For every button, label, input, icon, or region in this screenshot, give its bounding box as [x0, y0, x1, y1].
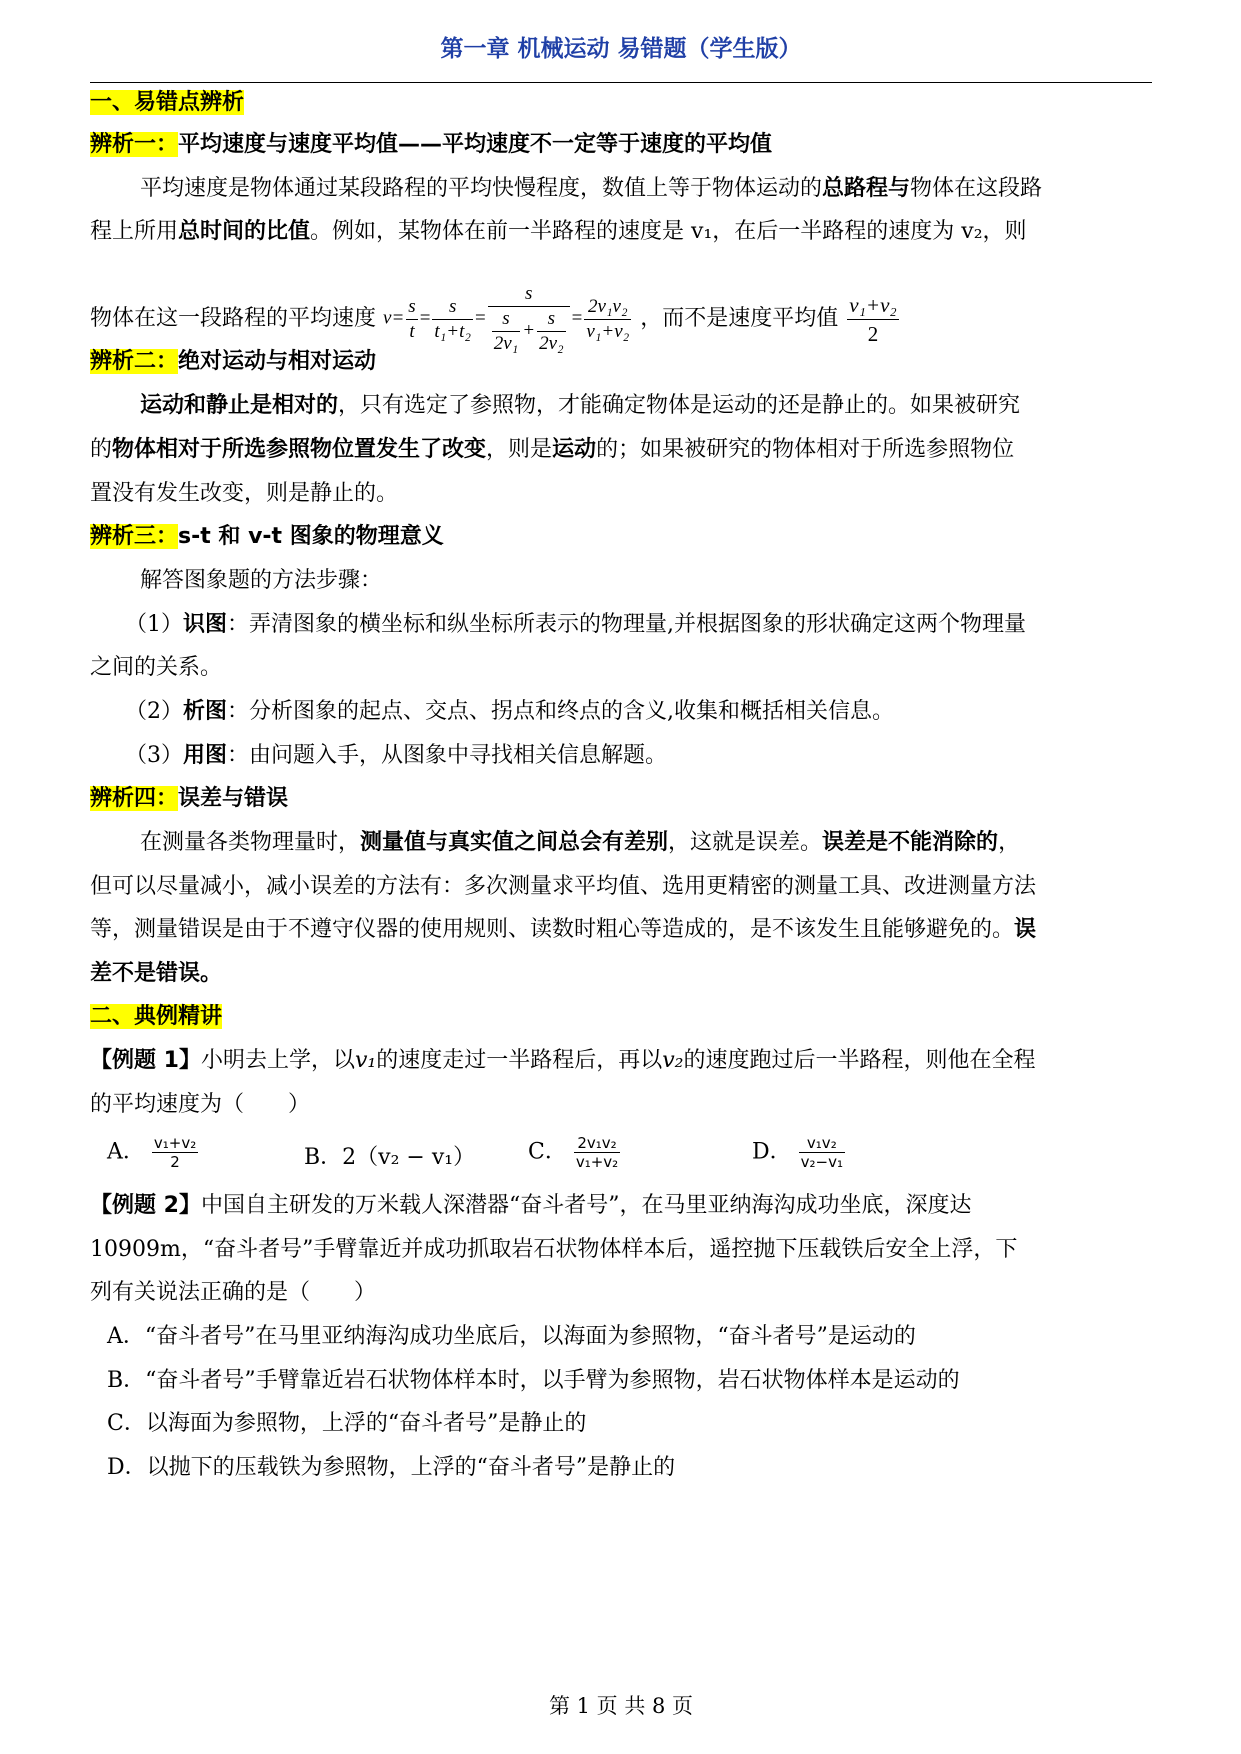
example-2-line-1: 【例题 2】中国自主研发的万米载人深潜器“奋斗者号”，在马里亚纳海沟成功坐底，深度达 [90, 1193, 972, 1218]
analysis-1-formula-line: 物体在这一段路程的平均速度 v= $\frac{s}{t}$ = $\frac{s}{\text{t₁+t₂}}$ = s $\frac{s}{\text{2v₁}}$ + $\frac{s}{\text{2v₂}}$ = $\frac{\text{2v₁v₂}}{\text{v₁+v₂}}$ ，而不是速度平均值 $\frac{\text{v₁+v₂}}{2}$ [90, 283, 897, 354]
analysis-2-heading: 辨析二：绝对运动与相对运动 [90, 349, 377, 374]
section-heading-1: 一、易错点辨析 [90, 90, 245, 115]
page-footer: 第 1 页 共 8 页 [548, 1694, 694, 1718]
analysis-1-line-1: 平均速度是物体通过某段路程的平均快慢程度，数值上等于物体运动的总路程与物体在这段路 [140, 176, 1043, 201]
example-1-line-1: 【例题 1】小明去上学，以v₁的速度走过一半路程后，再以v₂的速度跑过后一半路程，则他在全程 [90, 1048, 1036, 1073]
analysis-4-line-3: 等，测量错误是由于不遵守仪器的使用规则、读数时粗心等造成的，是不该发生且能够避免的。误 [90, 917, 1037, 942]
analysis-1-line-2: 程上所用总时间的比值。例如，某物体在前一半路程的速度是 v₁，在后一半路程的速度为 v₂，则 [90, 219, 1027, 244]
example-1-option-a[interactable]: A． $\frac{\text{v₁+v₂}}{2}$ [107, 1134, 197, 1171]
header-divider [90, 82, 1152, 83]
analysis-3-step-1: （1）识图：弄清图象的横坐标和纵坐标所表示的物理量,并根据图象的形状确定这两个物理量 [125, 612, 1027, 637]
example-2-option-d[interactable]: D．以抛下的压载铁为参照物，上浮的“奋斗者号”是静止的 [107, 1455, 676, 1480]
analysis-1-heading: 辨析一：平均速度与速度平均值——平均速度不一定等于速度的平均值 [90, 132, 773, 157]
example-2-option-a[interactable]: A．“奋斗者号”在马里亚纳海沟成功坐底后，以海面为参照物，“奋斗者号”是运动的 [107, 1324, 916, 1349]
analysis-4-line-1: 在测量各类物理量时，测量值与真实值之间总会有差别，这就是误差。误差是不能消除的， [140, 830, 1021, 855]
page-header: 第一章 机械运动 易错题（学生版） [440, 36, 802, 62]
analysis-2-line-1: 运动和静止是相对的，只有选定了参照物，才能确定物体是运动的还是静止的。如果被研究 [140, 393, 1021, 418]
speed-mean-fraction: $\frac{\text{v₁+v₂}}{2}$ [849, 292, 897, 346]
example-2-option-b[interactable]: B．“奋斗者号”手臂靠近岩石状物体样本时，以手臂为参照物，岩石状物体样本是运动的 [107, 1368, 960, 1393]
analysis-3-line-1: 解答图象题的方法步骤： [140, 568, 383, 593]
example-1-line-2: 的平均速度为（ ） [90, 1092, 311, 1117]
example-2-line-2: 10909m，“奋斗者号”手臂靠近并成功抓取岩石状物体样本后，遥控抛下压载铁后安全上浮，下 [90, 1237, 1018, 1262]
average-speed-formula: v= $\frac{s}{t}$ = $\frac{s}{\text{t₁+t₂}}$ = s $\frac{s}{\text{2v₁}}$ + $\frac{s}{\text{2v₂}}$ = $\frac{\text{2v₁v₂}}{\text{v₁+v₂}}$ [383, 283, 630, 354]
analysis-3-step-2: （2）析图：分析图象的起点、交点、拐点和终点的含义,收集和概括相关信息。 [125, 699, 895, 724]
analysis-3-step-3: （3）用图：由问题入手，从图象中寻找相关信息解题。 [125, 743, 668, 768]
example-1-option-d[interactable]: D． $\frac{\text{v₁v₂}}{\text{v₂−v₁}}$ [752, 1134, 843, 1171]
analysis-3-heading: 辨析三：s-t 和 v-t 图象的物理意义 [90, 524, 444, 549]
analysis-2-line-3: 置没有发生改变，则是静止的。 [90, 481, 399, 506]
analysis-4-line-4: 差不是错误。 [90, 961, 223, 986]
analysis-4-heading: 辨析四：误差与错误 [90, 786, 289, 811]
analysis-2-line-2: 的物体相对于所选参照物位置发生了改变，则是运动的；如果被研究的物体相对于所选参照物位 [90, 437, 1015, 462]
analysis-4-line-2: 但可以尽量减小，减小误差的方法有：多次测量求平均值、选用更精密的测量工具、改进测量方法 [90, 874, 1037, 899]
example-2-option-c[interactable]: C．以海面为参照物，上浮的“奋斗者号”是静止的 [107, 1411, 587, 1436]
example-1-option-b[interactable]: B．2（v₂ − v₁） [304, 1145, 476, 1170]
example-2-line-3: 列有关说法正确的是（ ） [90, 1280, 377, 1305]
analysis-3-step-1-cont: 之间的关系。 [90, 655, 223, 680]
section-heading-2: 二、典例精讲 [90, 1004, 223, 1029]
example-1-option-c[interactable]: C． $\frac{\text{2v₁v₂}}{\text{v₁+v₂}}$ [528, 1134, 619, 1171]
